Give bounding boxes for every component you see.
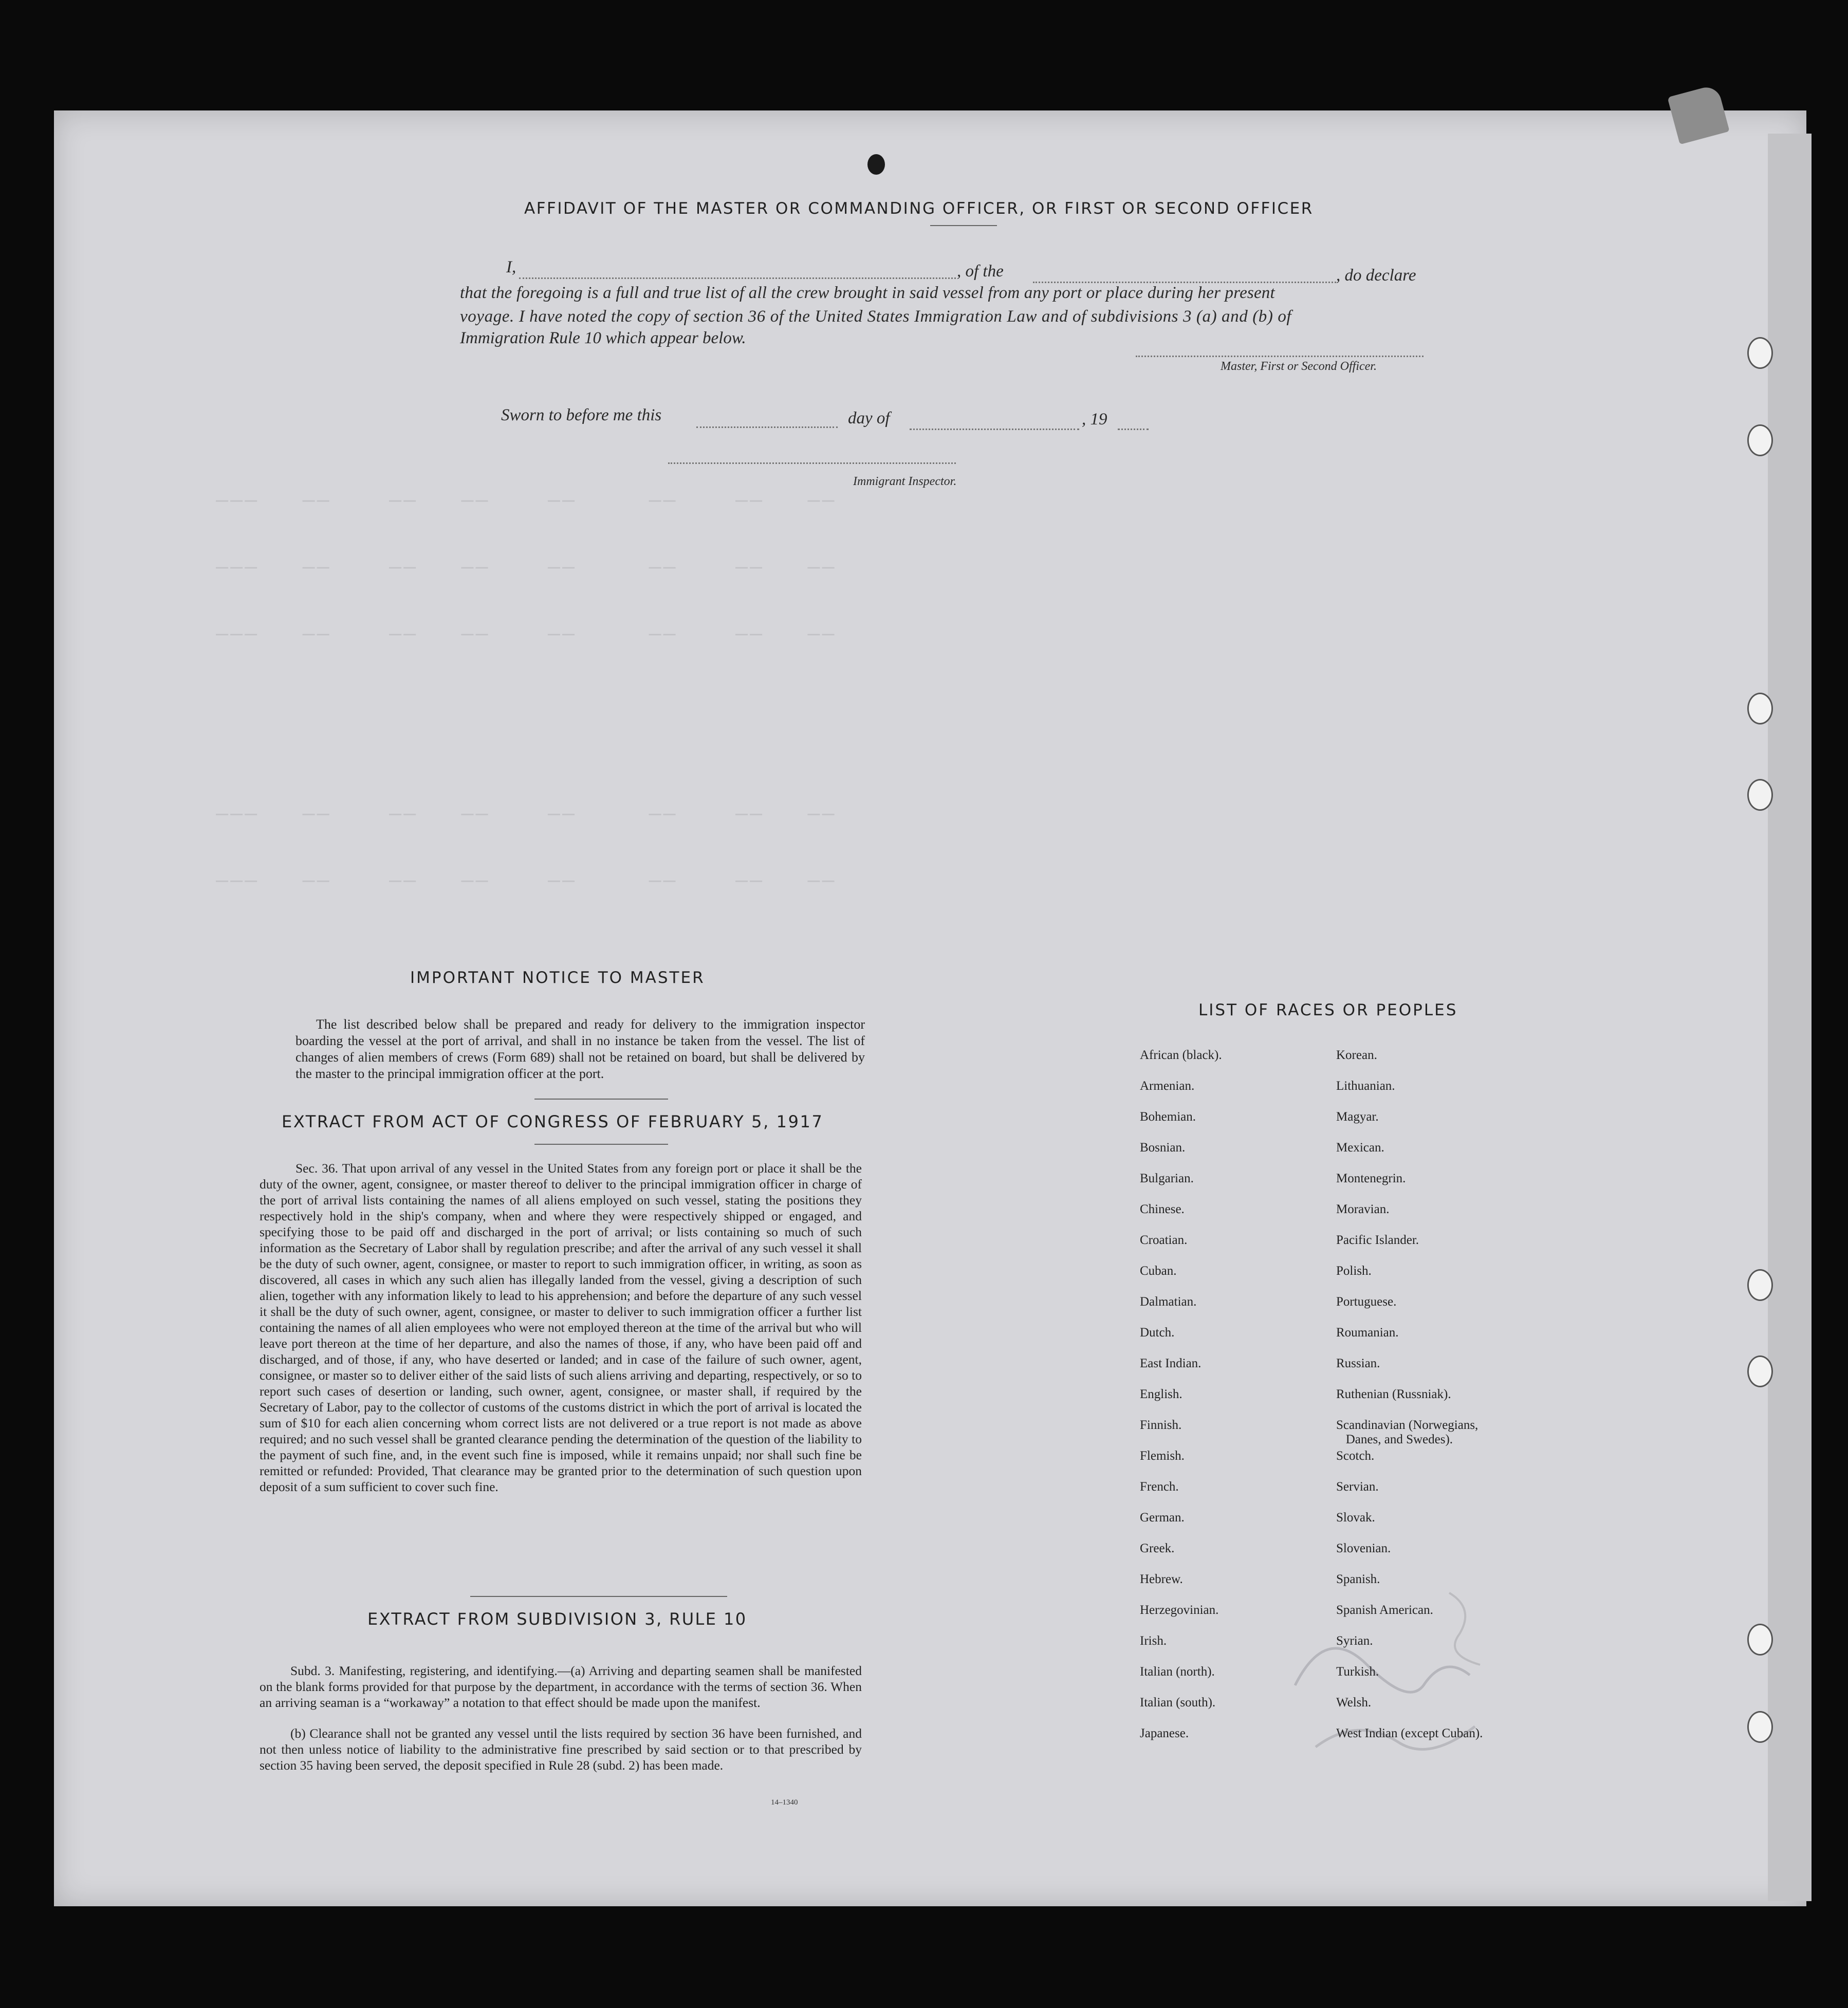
bleed-through-texture: ——— —— —— —— —— —— —— ——: [216, 868, 837, 892]
extract-rule-divider: [470, 1596, 727, 1597]
race-item: Hebrew.: [1140, 1572, 1183, 1586]
races-title: LIST OF RACES OR PEOPLES: [1198, 1001, 1458, 1019]
year-label: , 19: [1082, 410, 1107, 429]
race-item: Finnish.: [1140, 1418, 1182, 1432]
form-number: 14–1340: [771, 1798, 798, 1807]
extract-act-underline: [534, 1144, 668, 1145]
race-item: Scotch.: [1336, 1449, 1375, 1463]
binder-hole: [1747, 424, 1773, 456]
notice-title: IMPORTANT NOTICE TO MASTER: [410, 969, 705, 987]
affidavit-title: AFFIDAVIT OF THE MASTER OR COMMANDING OFFICER, OR FIRST OR SECOND OFFICER: [524, 199, 1314, 218]
vessel-blank: [1033, 282, 1336, 283]
race-item: Korean.: [1336, 1048, 1377, 1062]
inspector-signature-line: [668, 462, 956, 464]
extract-rule-para-a: Subd. 3. Manifesting, registering, and identifying.—(a) Arriving and departing seamen shall be manifested on the blank forms provided for that purpose by the department, in accordance with the terms of section 36. When an arriving seaman is a “workaway” a notation to that effect should be made upon the manifest.: [260, 1663, 862, 1710]
binder-hole: [1747, 1269, 1773, 1301]
race-item: Bulgarian.: [1140, 1172, 1194, 1185]
extract-rule-para-b: (b) Clearance shall not be granted any vessel until the lists required by section 36 have been furnished, and not then unless notice of liability to the administrative fine prescribed by said section or to that prescribed by section 35 having been served, the deposit specified in Rule 28 (subd. 2) has been made.: [260, 1726, 862, 1773]
faint-handwriting: [1285, 1531, 1593, 1798]
race-item: Turkish.: [1336, 1665, 1379, 1679]
affidavit-line1-do-declare: , do declare: [1336, 266, 1416, 285]
race-item: Portuguese.: [1336, 1295, 1397, 1309]
binder-hole: [1747, 337, 1773, 369]
bleed-through-texture: ——— —— —— —— —— —— —— ——: [216, 802, 837, 825]
race-item: Dutch.: [1140, 1326, 1175, 1340]
inspector-caption: Immigrant Inspector.: [853, 475, 957, 488]
race-item: Flemish.: [1140, 1449, 1185, 1463]
race-item: Mexican.: [1336, 1141, 1384, 1155]
affidavit-line2: that the foregoing is a full and true list of all the crew brought in said vessel from any port or place during her present: [460, 284, 1275, 302]
extract-act-text: Sec. 36. That upon arrival of any vessel in the United States from any foreign port or place it shall be the duty of the owner, agent, consignee, or master thereof to deliver to the principal immigration officer in charge of the port of arrival lists containing the names of all aliens employed on such vessel, stating the positions they respectively hold in the ship's company, when and where they were respectively shipped or engaged, and specifying those to be paid off and discharged in the port of arrival; or lists containing so much of such information as the Secretary of Labor shall by regulation prescribe; and after the arrival of any such vessel it shall be the duty of such owner, agent, consignee, or master to report to such immigration officer, in writing, as soon as discovered, all cases in which any such alien has illegally landed from the vessel, giving a description of such alien, together with any information likely to lead to his apprehension; and before the departure of any such vessel it shall be the duty of such owner, agent, consignee, or master to deliver to such immigration officer a further list containing the names of all alien employees who were not employed thereon at the time of the arrival but who will leave port thereon at the time of her departure, and also the names of those, if any, who have been paid off and discharged, and of those, if any, who have deserted or landed; and in case of the failure of such owner, agent, consignee, or master so to deliver either of the said lists of such aliens arriving and departing, respectively, or so to report such cases of desertion or landing, such owner, agent, consignee, or master shall, if required by the Secretary of Labor, pay to the collector of customs of the customs district in which the port of arrival is located the sum of $10 for each alien concerning whom correct lists are not delivered or a true report is not made as above required; and no such vessel shall be granted clearance pending the determination of the question of the liability to the payment of such fine, and, in the event such fine is imposed, while it remains unpaid; nor shall such fine be remitted or refunded: Provided, That clearance may be granted prior to the determination of such question upon deposit of a sum sufficient to cover such fine.: [260, 1161, 862, 1494]
race-item: Armenian.: [1140, 1079, 1195, 1093]
race-item: Lithuanian.: [1336, 1079, 1395, 1093]
race-item: Bohemian.: [1140, 1110, 1196, 1124]
race-item: Italian (south).: [1140, 1696, 1216, 1709]
race-item: Polish.: [1336, 1264, 1372, 1278]
binder-hole: [1747, 693, 1773, 724]
bleed-through-texture: ——— —— —— —— —— —— —— ——: [216, 488, 837, 512]
race-item: German.: [1140, 1511, 1185, 1524]
race-item: West Indian (except Cuban).: [1336, 1726, 1483, 1740]
race-item: Servian.: [1336, 1480, 1379, 1494]
race-item: Slovak.: [1336, 1511, 1375, 1524]
binder-hole: [1747, 1711, 1773, 1743]
race-item: Montenegrin.: [1336, 1172, 1406, 1185]
master-signature-line: [1136, 356, 1424, 357]
race-item: Herzegovinian.: [1140, 1603, 1219, 1617]
page-edge-shadow: [1768, 134, 1812, 1901]
race-item: English.: [1140, 1387, 1182, 1401]
race-item: Welsh.: [1336, 1696, 1372, 1709]
race-item: Croatian.: [1140, 1233, 1188, 1247]
race-item: African (black).: [1140, 1048, 1222, 1062]
sworn-day-blank: [696, 426, 838, 428]
race-item: Moravian.: [1336, 1202, 1390, 1216]
affidavit-line4: Immigration Rule 10 which appear below.: [460, 329, 746, 347]
bleed-through-texture: ——— —— —— —— —— —— —— ——: [216, 555, 837, 579]
race-item: Russian.: [1336, 1356, 1380, 1370]
race-item: Syrian.: [1336, 1634, 1373, 1648]
notice-divider: [534, 1099, 668, 1100]
name-blank: [519, 277, 956, 279]
master-caption: Master, First or Second Officer.: [1221, 360, 1377, 373]
race-item: Slovenian.: [1336, 1541, 1391, 1555]
race-item: Spanish American.: [1336, 1603, 1433, 1617]
day-of-label: day of: [848, 409, 890, 427]
race-item: Japanese.: [1140, 1726, 1189, 1740]
punch-hole-top: [867, 154, 885, 175]
race-item: Roumanian.: [1336, 1326, 1399, 1340]
month-blank: [910, 429, 1079, 430]
binder-hole: [1747, 1624, 1773, 1656]
race-item: Ruthenian (Russniak).: [1336, 1387, 1451, 1401]
extract-act-title: EXTRACT FROM ACT OF CONGRESS OF FEBRUARY 5, 1917: [282, 1112, 824, 1131]
race-item: Greek.: [1140, 1541, 1175, 1555]
race-item: Cuban.: [1140, 1264, 1177, 1278]
race-item: Magyar.: [1336, 1110, 1379, 1124]
sworn-label: Sworn to before me this: [501, 406, 662, 424]
bleed-through-texture: ——— —— —— —— —— —— —— ——: [216, 622, 837, 645]
title-underline: [930, 225, 997, 226]
affidavit-line3: voyage. I have noted the copy of section 36 of the United States Immigration Law and of subdivisions 3 (a) and (b) of: [460, 307, 1292, 326]
year-blank: [1118, 429, 1149, 430]
race-item: French.: [1140, 1480, 1179, 1494]
race-item: East Indian.: [1140, 1356, 1202, 1370]
race-item: Pacific Islander.: [1336, 1233, 1419, 1247]
race-item: Chinese.: [1140, 1202, 1185, 1216]
binder-hole: [1747, 1355, 1773, 1387]
race-item: Spanish.: [1336, 1572, 1380, 1586]
race-item: Irish.: [1140, 1634, 1167, 1648]
affidavit-line1-i: I,: [506, 258, 516, 276]
race-item: Italian (north).: [1140, 1665, 1215, 1679]
notice-text: The list described below shall be prepared and ready for delivery to the immigration inspector boarding the vessel at the port of arrival, and shall in no instance be taken from the vessel. The list of changes of alien members of crews (Form 689) shall not be retained on board, but shall be delivered by the master to the principal immigration officer at the port.: [295, 1017, 865, 1081]
extract-rule-title: EXTRACT FROM SUBDIVISION 3, RULE 10: [367, 1609, 747, 1629]
affidavit-line1-of-the: , of the: [957, 262, 1004, 281]
binder-hole: [1747, 779, 1773, 811]
race-item: Bosnian.: [1140, 1141, 1186, 1155]
race-item: Scandinavian (Norwegians, Danes, and Swedes).: [1336, 1418, 1479, 1446]
race-item: Dalmatian.: [1140, 1295, 1197, 1309]
